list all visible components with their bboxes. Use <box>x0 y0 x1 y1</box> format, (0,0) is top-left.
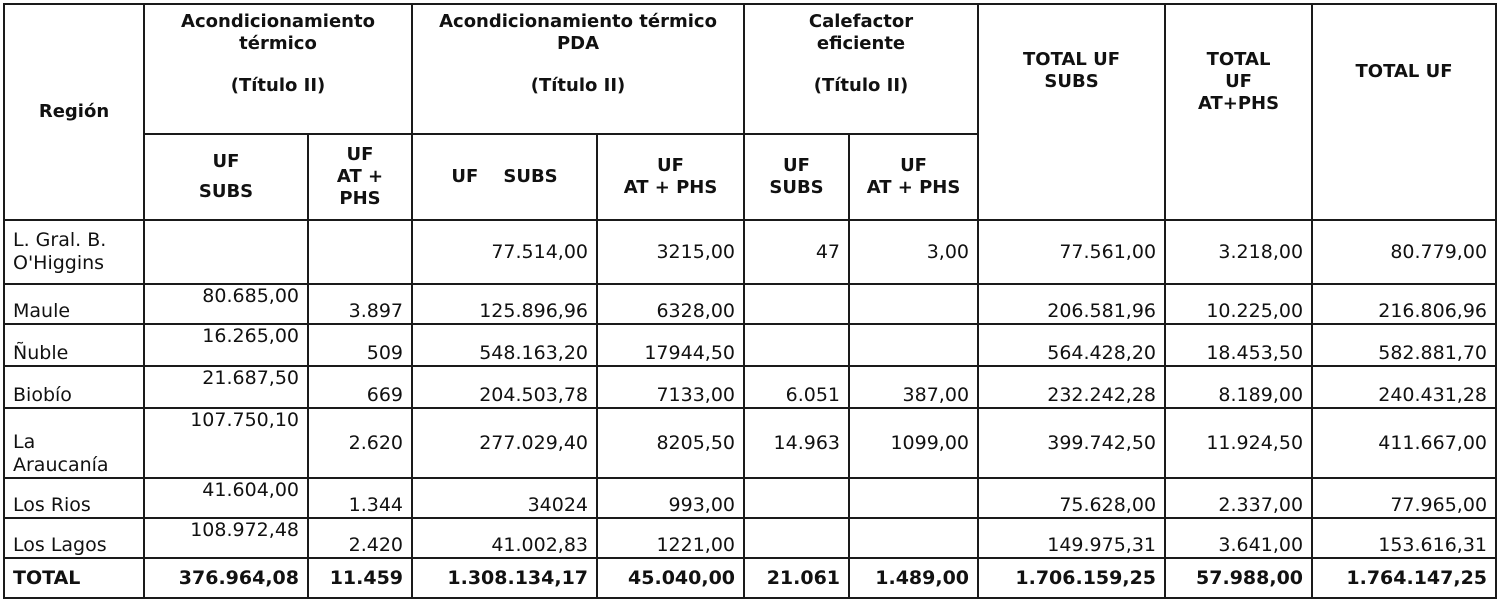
total-at-subs: 376.964,08 <box>144 558 308 598</box>
cell-pda-phs: 993,00 <box>597 478 744 518</box>
cell-pda-phs: 17944,50 <box>597 324 744 366</box>
subheader-uf-subs: UF SUBS <box>144 134 308 220</box>
total-cal-subs: 21.061 <box>744 558 849 598</box>
cell-total-phs: 3.641,00 <box>1165 518 1312 558</box>
header-group-calefactor: Calefactor eficiente (Título II) <box>744 4 978 134</box>
table-row <box>4 366 1496 408</box>
cell-total-phs: 18.453,50 <box>1165 324 1312 366</box>
region-cell: Maule <box>4 284 144 324</box>
cell-total-subs: 399.742,50 <box>978 408 1165 478</box>
cell-cal-subs <box>744 324 849 366</box>
cell-cal-phs: 1099,00 <box>849 408 978 478</box>
cell-total-subs: 77.561,00 <box>978 220 1165 284</box>
subheader-pda-uf-at-phs: UF AT + PHS <box>597 134 744 220</box>
total-cal-phs: 1.489,00 <box>849 558 978 598</box>
total-total: 1.764.147,25 <box>1312 558 1496 598</box>
region-cell: Los Lagos <box>4 518 144 558</box>
cell-at-phs: 669 <box>308 366 412 408</box>
cell-at-phs: 509 <box>308 324 412 366</box>
cell-total: 80.779,00 <box>1312 220 1496 284</box>
region-cell: Biobío <box>4 366 144 408</box>
cell-cal-phs <box>849 324 978 366</box>
cell-at-subs: 80.685,00 <box>144 284 308 324</box>
cell-total-subs: 232.242,28 <box>978 366 1165 408</box>
cell-pda-phs: 3215,00 <box>597 220 744 284</box>
cell-pda-phs: 8205,50 <box>597 408 744 478</box>
cell-total-phs: 10.225,00 <box>1165 284 1312 324</box>
cell-at-subs: 16.265,00 <box>144 324 308 366</box>
cell-at-subs: 108.972,48 <box>144 518 308 558</box>
cell-pda-subs: 277.029,40 <box>412 408 597 478</box>
region-cell: L. Gral. B. O'Higgins <box>4 220 144 284</box>
cell-at-subs: 107.750,10 <box>144 408 308 478</box>
cell-at-subs: 41.604,00 <box>144 478 308 518</box>
cell-pda-subs: 41.002,83 <box>412 518 597 558</box>
cell-total-subs: 75.628,00 <box>978 478 1165 518</box>
subsidy-table <box>3 3 1497 599</box>
subheader-cal-uf-subs: UF SUBS <box>744 134 849 220</box>
header-total-uf-subs: TOTAL UF SUBS <box>978 4 1165 220</box>
header-group-acondicionamiento: Acondicionamiento térmico (Título II) <box>144 4 412 134</box>
cell-pda-phs: 7133,00 <box>597 366 744 408</box>
region-cell: Los Rios <box>4 478 144 518</box>
cell-pda-subs: 125.896,96 <box>412 284 597 324</box>
total-total-subs: 1.706.159,25 <box>978 558 1165 598</box>
cell-cal-subs: 14.963 <box>744 408 849 478</box>
cell-at-phs: 2.420 <box>308 518 412 558</box>
cell-total-phs: 3.218,00 <box>1165 220 1312 284</box>
total-at-phs: 11.459 <box>308 558 412 598</box>
cell-pda-subs: 34024 <box>412 478 597 518</box>
header-total-uf: TOTAL UF <box>1312 4 1496 220</box>
cell-at-phs <box>308 220 412 284</box>
cell-total: 411.667,00 <box>1312 408 1496 478</box>
table-row <box>4 324 1496 366</box>
header-total-uf-at-phs: TOTAL UF AT+PHS <box>1165 4 1312 220</box>
cell-total: 153.616,31 <box>1312 518 1496 558</box>
cell-total-subs: 564.428,20 <box>978 324 1165 366</box>
header-row-groups <box>4 4 1496 134</box>
cell-cal-phs <box>849 518 978 558</box>
cell-at-subs: 21.687,50 <box>144 366 308 408</box>
cell-at-phs: 2.620 <box>308 408 412 478</box>
total-total-phs: 57.988,00 <box>1165 558 1312 598</box>
cell-total-subs: 149.975,31 <box>978 518 1165 558</box>
table-row <box>4 284 1496 324</box>
cell-total-phs: 2.337,00 <box>1165 478 1312 518</box>
cell-at-phs: 3.897 <box>308 284 412 324</box>
region-cell: La Araucanía <box>4 408 144 478</box>
cell-total: 77.965,00 <box>1312 478 1496 518</box>
cell-cal-phs <box>849 478 978 518</box>
subheader-pda-uf-subs: UF SUBS <box>412 134 597 220</box>
cell-cal-phs: 387,00 <box>849 366 978 408</box>
cell-cal-phs <box>849 284 978 324</box>
cell-total-subs: 206.581,96 <box>978 284 1165 324</box>
cell-cal-subs <box>744 478 849 518</box>
table-row <box>4 408 1496 478</box>
total-pda-subs: 1.308.134,17 <box>412 558 597 598</box>
cell-at-phs: 1.344 <box>308 478 412 518</box>
cell-total-phs: 8.189,00 <box>1165 366 1312 408</box>
cell-total: 240.431,28 <box>1312 366 1496 408</box>
subheader-uf-at-phs: UF AT + PHS <box>308 134 412 220</box>
cell-cal-subs <box>744 518 849 558</box>
cell-pda-phs: 6328,00 <box>597 284 744 324</box>
cell-pda-phs: 1221,00 <box>597 518 744 558</box>
cell-cal-phs: 3,00 <box>849 220 978 284</box>
cell-cal-subs: 47 <box>744 220 849 284</box>
table-row <box>4 220 1496 284</box>
table-row <box>4 478 1496 518</box>
cell-total: 216.806,96 <box>1312 284 1496 324</box>
header-region: Región <box>4 4 144 220</box>
cell-at-subs <box>144 220 308 284</box>
cell-total-phs: 11.924,50 <box>1165 408 1312 478</box>
table-row <box>4 518 1496 558</box>
total-row <box>4 558 1496 598</box>
header-group-pda: Acondicionamiento térmico PDA (Título II) <box>412 4 744 134</box>
subheader-cal-uf-at-phs: UF AT + PHS <box>849 134 978 220</box>
total-pda-phs: 45.040,00 <box>597 558 744 598</box>
cell-cal-subs <box>744 284 849 324</box>
cell-pda-subs: 77.514,00 <box>412 220 597 284</box>
total-label: TOTAL <box>4 558 144 598</box>
cell-cal-subs: 6.051 <box>744 366 849 408</box>
region-cell: Ñuble <box>4 324 144 366</box>
cell-pda-subs: 548.163,20 <box>412 324 597 366</box>
cell-pda-subs: 204.503,78 <box>412 366 597 408</box>
cell-total: 582.881,70 <box>1312 324 1496 366</box>
